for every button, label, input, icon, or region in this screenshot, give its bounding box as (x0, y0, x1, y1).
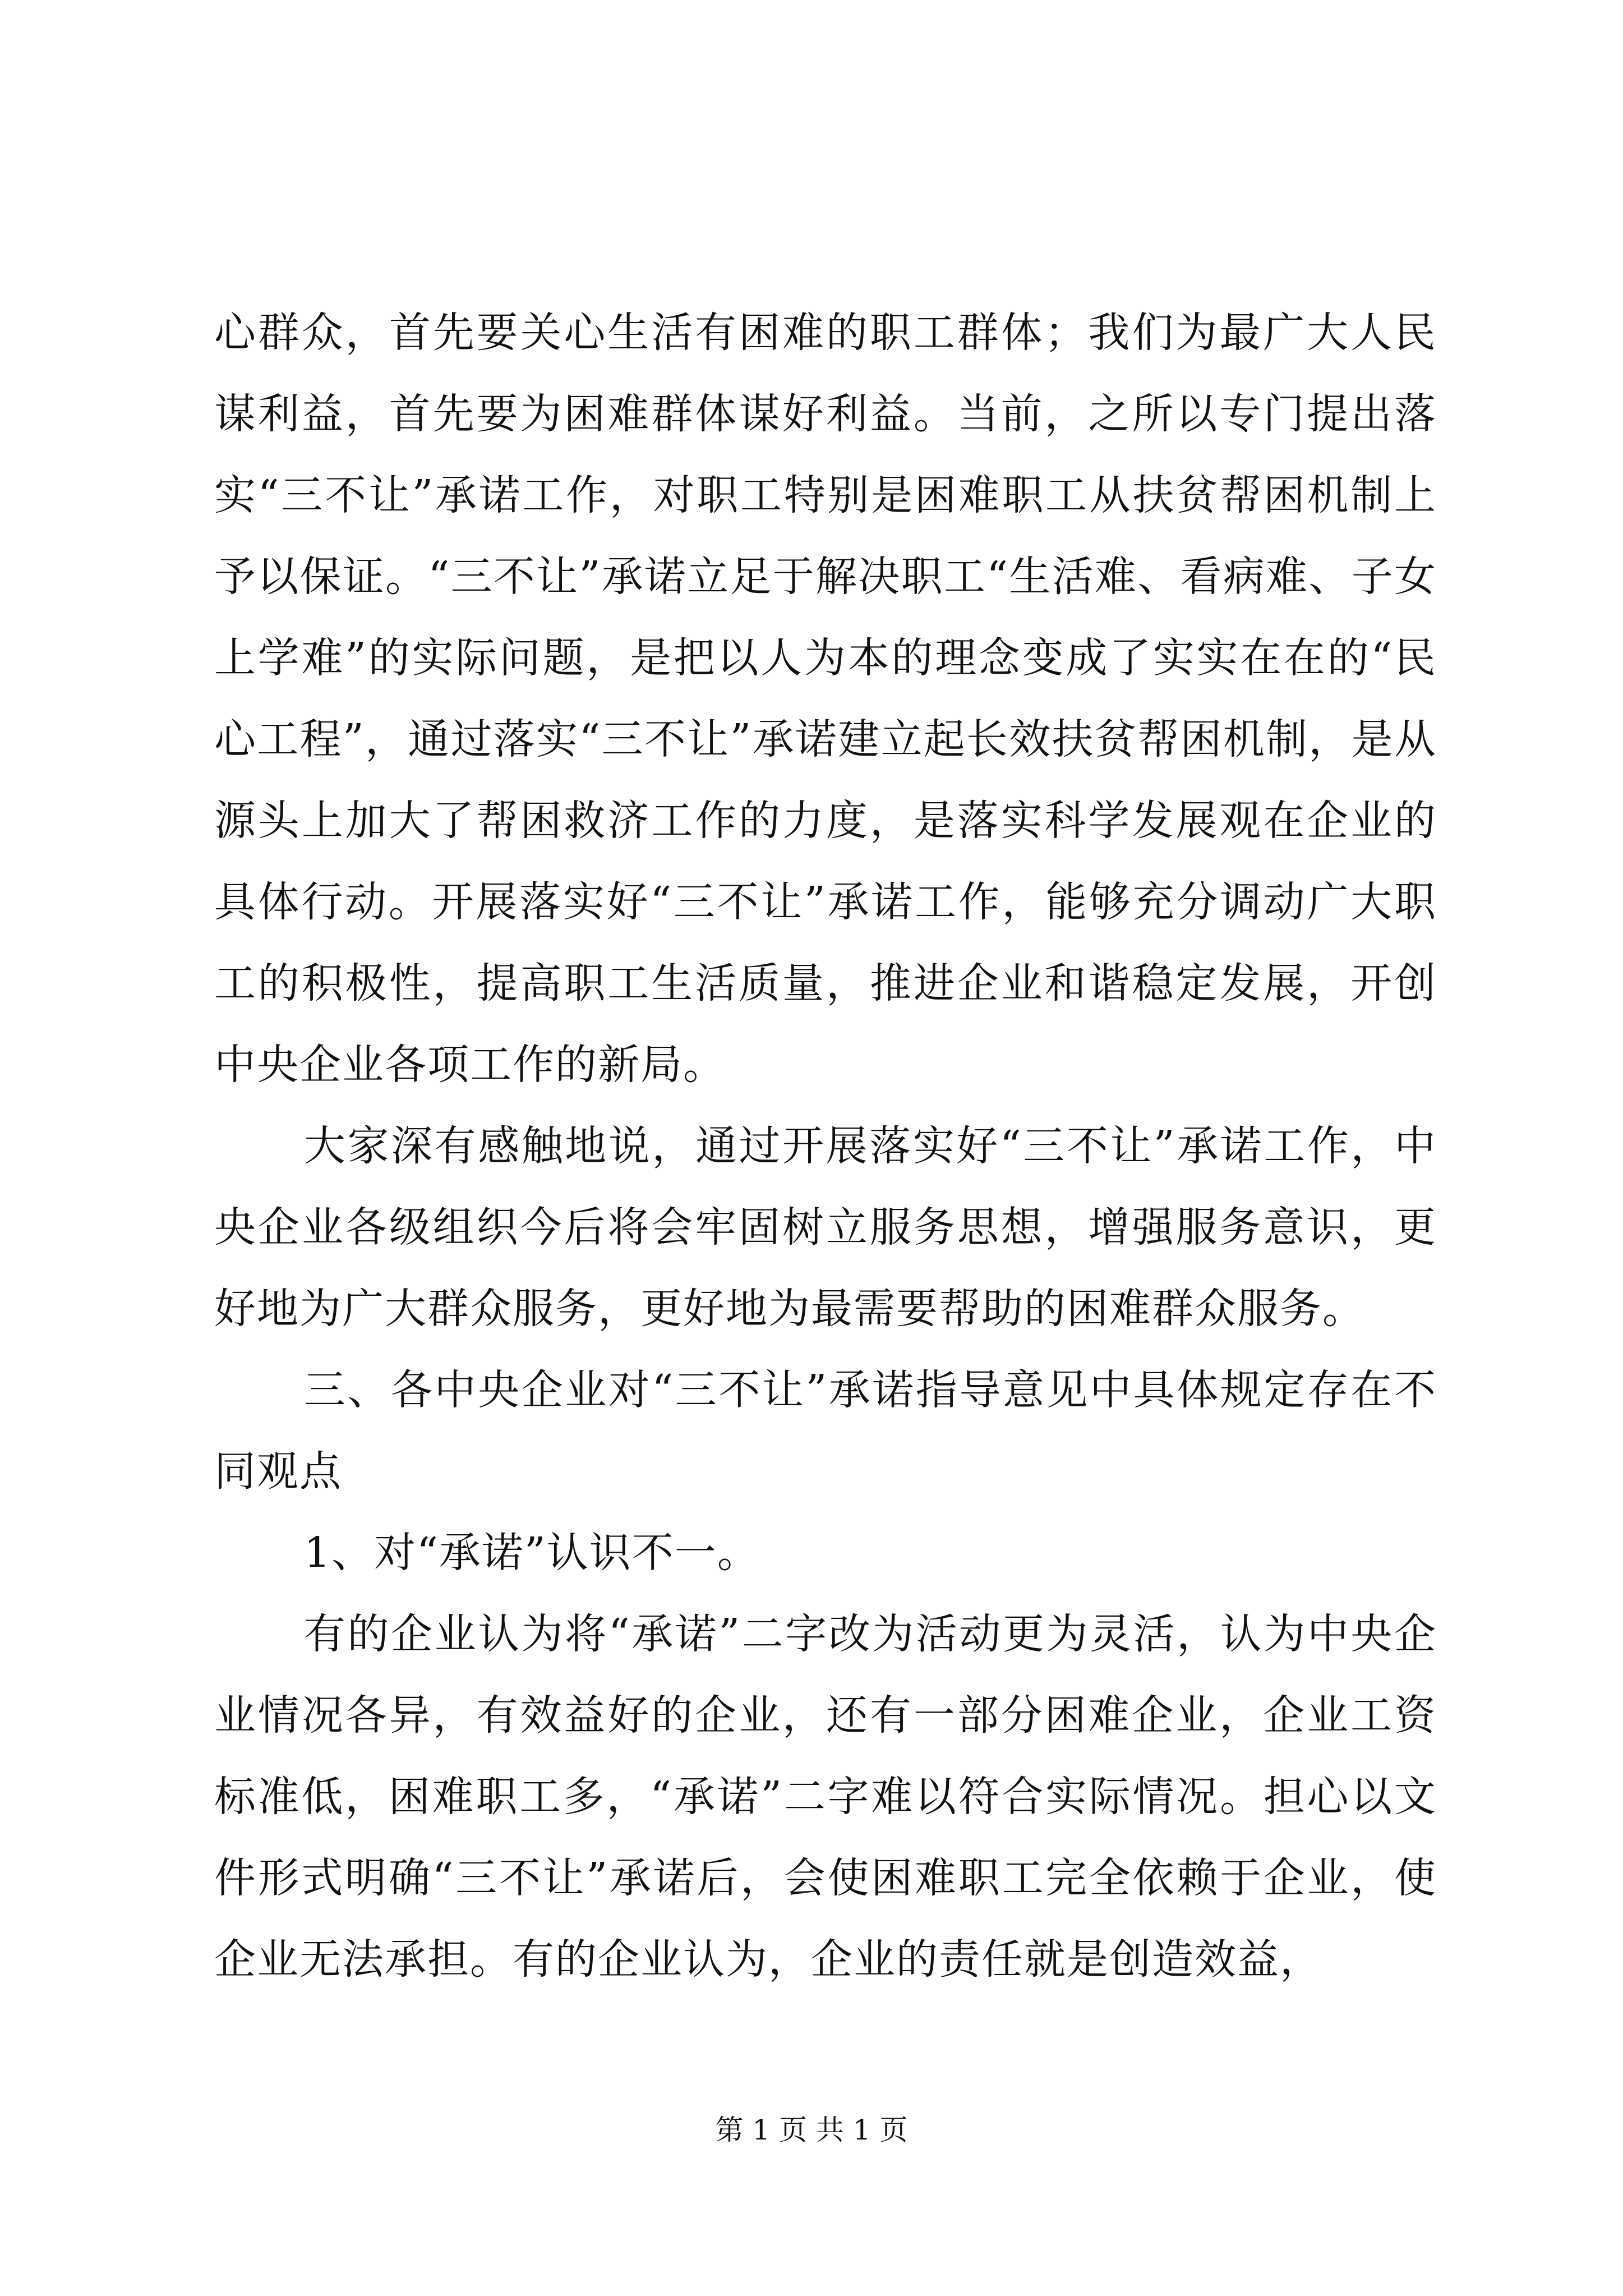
subsection-heading: 1、对“承诺”认识不一。 (304, 1529, 760, 1577)
paragraph: 有的企业认为将“承诺”二字改为活动更为灵活，认为中央企业情况各异，有效益好的企业，还有一部分困难企业，企业工资标准低，困难职工多，“承诺”二字难以符合实际情况。担心以文件形式明确“三不让”承诺后，会使困难职工完全依赖于企业，使企业无法承担。有的企业认为，企业的责任就是创造效益， (214, 1610, 1437, 1984)
page-footer: 第 1 页 共 1 页 (715, 2114, 908, 2146)
paragraph-continuation: 心群众，首先要关心生活有困难的职工群体；我们为最广大人民谋利益，首先要为困难群体谋好利益。当前，之所以专门提出落实“三不让”承诺工作，对职工特别是困难职工从扶贫帮困机制上予以保证。“三不让”承诺立足于解决职工“生活难、看病难、子女上学难”的实际问题，是把以人为本的理念变成了实实在在的“民心工程”，通过落实“三不让”承诺建立起长效扶贫帮困机制，是从源头上加大了帮困救济工作的力度，是落实科学发展观在企业的具体行动。开展落实好“三不让”承诺工作，能够充分调动广大职工的积极性，提高职工生活质量，推进企业和谐稳定发展，开创中央企业各项工作的新局。 (214, 309, 1437, 1089)
paragraph: 大家深有感触地说，通过开展落实好“三不让”承诺工作，中央企业各级组织今后将会牢固树立服务思想，增强服务意识，更好地为广大群众服务，更好地为最需要帮助的困难群众服务。 (214, 1122, 1437, 1333)
section-heading: 三、各中央企业对“三不让”承诺指导意见中具体规定存在不同观点 (214, 1366, 1437, 1496)
document-body (214, 292, 1437, 2000)
